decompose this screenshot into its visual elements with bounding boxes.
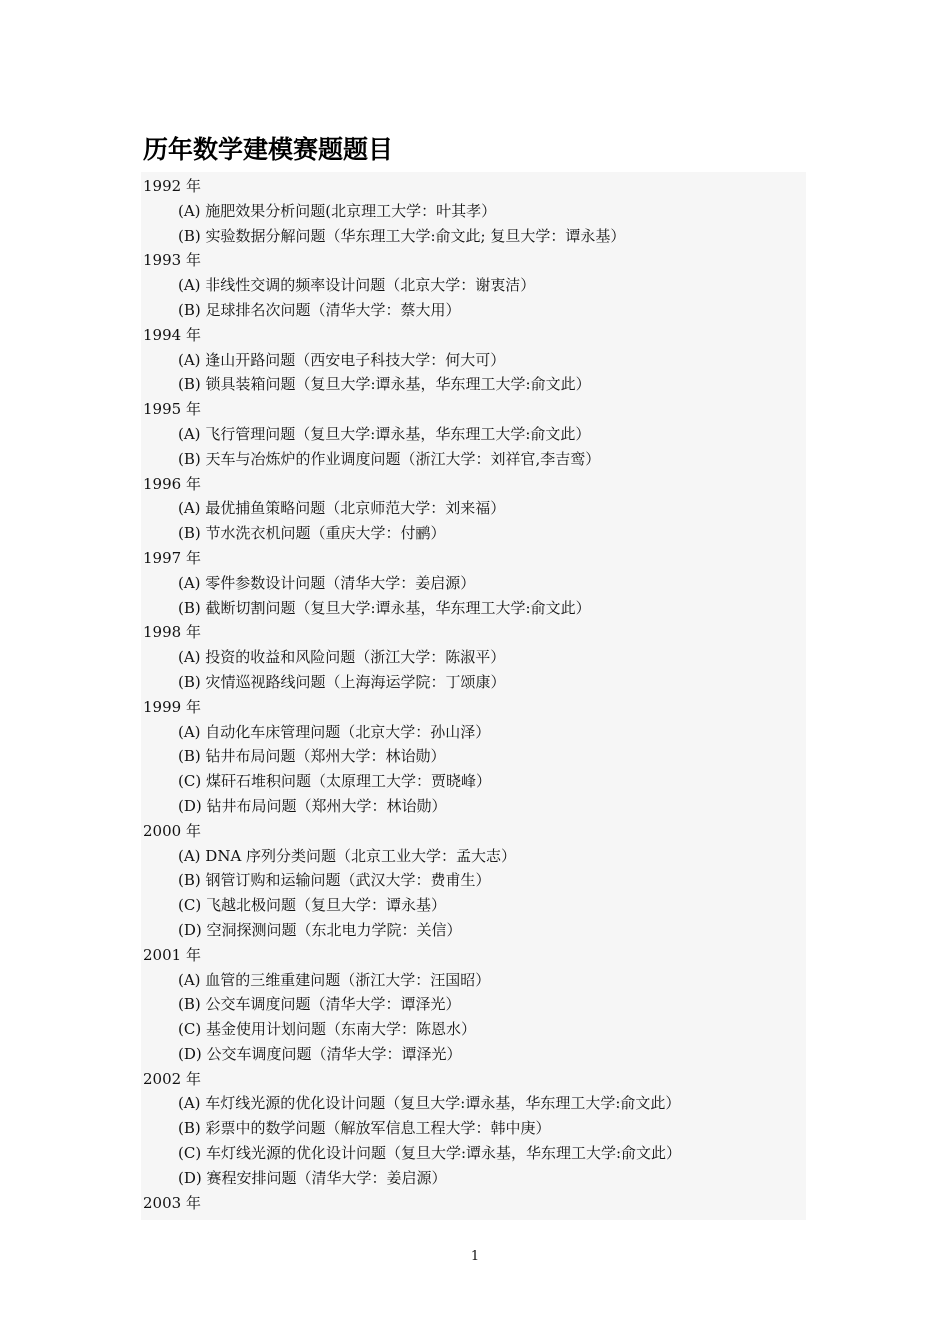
year-heading: 1992 年 [143,177,201,195]
problem-item: (B) 锁具装箱问题（复旦大学:谭永基，华东理工大学:俞文此） [178,375,591,394]
problem-item: (D) 公交车调度问题（清华大学：谭泽光） [178,1044,462,1063]
problem-item: (A) 血管的三维重建问题（浙江大学：汪国昭） [178,970,491,989]
problem-list [143,174,803,1215]
year-heading: 1997 年 [143,548,201,567]
problem-item: (B) 钻井布局问题（郑州大学：林诒勋） [178,747,446,766]
problem-item: (B) 公交车调度问题（清华大学：谭泽光） [178,995,461,1014]
problem-item: (A) 零件参数设计问题（清华大学：姜启源） [178,573,476,592]
problem-item: (B) 钢管订购和运输问题（武汉大学：费甫生） [178,871,491,890]
problem-item: (A) 逢山开路问题（西安电子科技大学：何大可） [178,350,506,369]
problem-item: (B) 截断切割问题（复旦大学:谭永基，华东理工大学:俞文此） [178,598,591,617]
year-heading: 2003 年 [143,1193,201,1212]
problem-item: (B) 足球排名次问题（清华大学：蔡大用） [178,300,461,319]
problem-item: (A) 投资的收益和风险问题（浙江大学：陈淑平） [178,648,506,667]
problem-item: (A) 施肥效果分析问题(北京理工大学：叶其孝） [178,201,497,220]
problem-item: (B) 灾情巡视路线问题（上海海运学院：丁颂康） [178,672,506,691]
page-title: 历年数学建模赛题题目 [143,135,394,164]
problem-item: (A) 飞行管理问题（复旦大学:谭永基，华东理工大学:俞文此） [178,424,591,443]
problem-item: (A) 自动化车床管理问题（北京大学：孙山泽） [178,722,491,741]
problem-item: (C) 车灯线光源的优化设计问题（复旦大学:谭永基，华东理工大学:俞文此） [178,1144,682,1163]
problem-item: (B) 彩票中的数学问题（解放军信息工程大学：韩中庚） [178,1119,551,1138]
problem-item: (B) 节水洗衣机问题（重庆大学：付鹂） [178,524,446,543]
problem-item: (C) 基金使用计划问题（东南大学：陈恩水） [178,1020,476,1039]
page-number: 1 [470,1249,480,1264]
year-heading: 2002 年 [143,1069,201,1088]
problem-item: (D) 空洞探测问题（东北电力学院：关信） [178,920,462,939]
problem-item: (C) 飞越北极问题（复旦大学：谭永基） [178,896,446,915]
problem-item: (A) 车灯线光源的优化设计问题（复旦大学:谭永基，华东理工大学:俞文此） [178,1094,681,1113]
year-heading: 1999 年 [143,697,201,716]
problem-item: (A) 非线性交调的频率设计问题（北京大学：谢衷洁） [178,276,536,295]
year-heading: 1994 年 [143,325,201,344]
problem-item: (A) DNA 序列分类问题（北京工业大学：孟大志） [178,846,517,865]
year-heading: 1996 年 [143,474,201,493]
problem-item: (D) 赛程安排问题（清华大学：姜启源） [178,1168,447,1187]
year-heading: 2000 年 [143,821,201,840]
year-heading: 1993 年 [143,251,201,270]
problem-item: (B) 实验数据分解问题（华东理工大学:俞文此; 复旦大学：谭永基） [178,226,626,245]
problem-item: (B) 天车与冶炼炉的作业调度问题（浙江大学：刘祥官,李吉鸾） [178,449,601,468]
year-heading: 2001 年 [143,945,201,964]
problem-item: (D) 钻井布局问题（郑州大学：林诒勋） [178,796,447,815]
problem-item: (C) 煤矸石堆积问题（太原理工大学：贾晓峰） [178,772,491,791]
problem-item: (A) 最优捕鱼策略问题（北京师范大学：刘来福） [178,499,506,518]
year-heading: 1998 年 [143,623,201,642]
year-heading: 1995 年 [143,400,201,419]
